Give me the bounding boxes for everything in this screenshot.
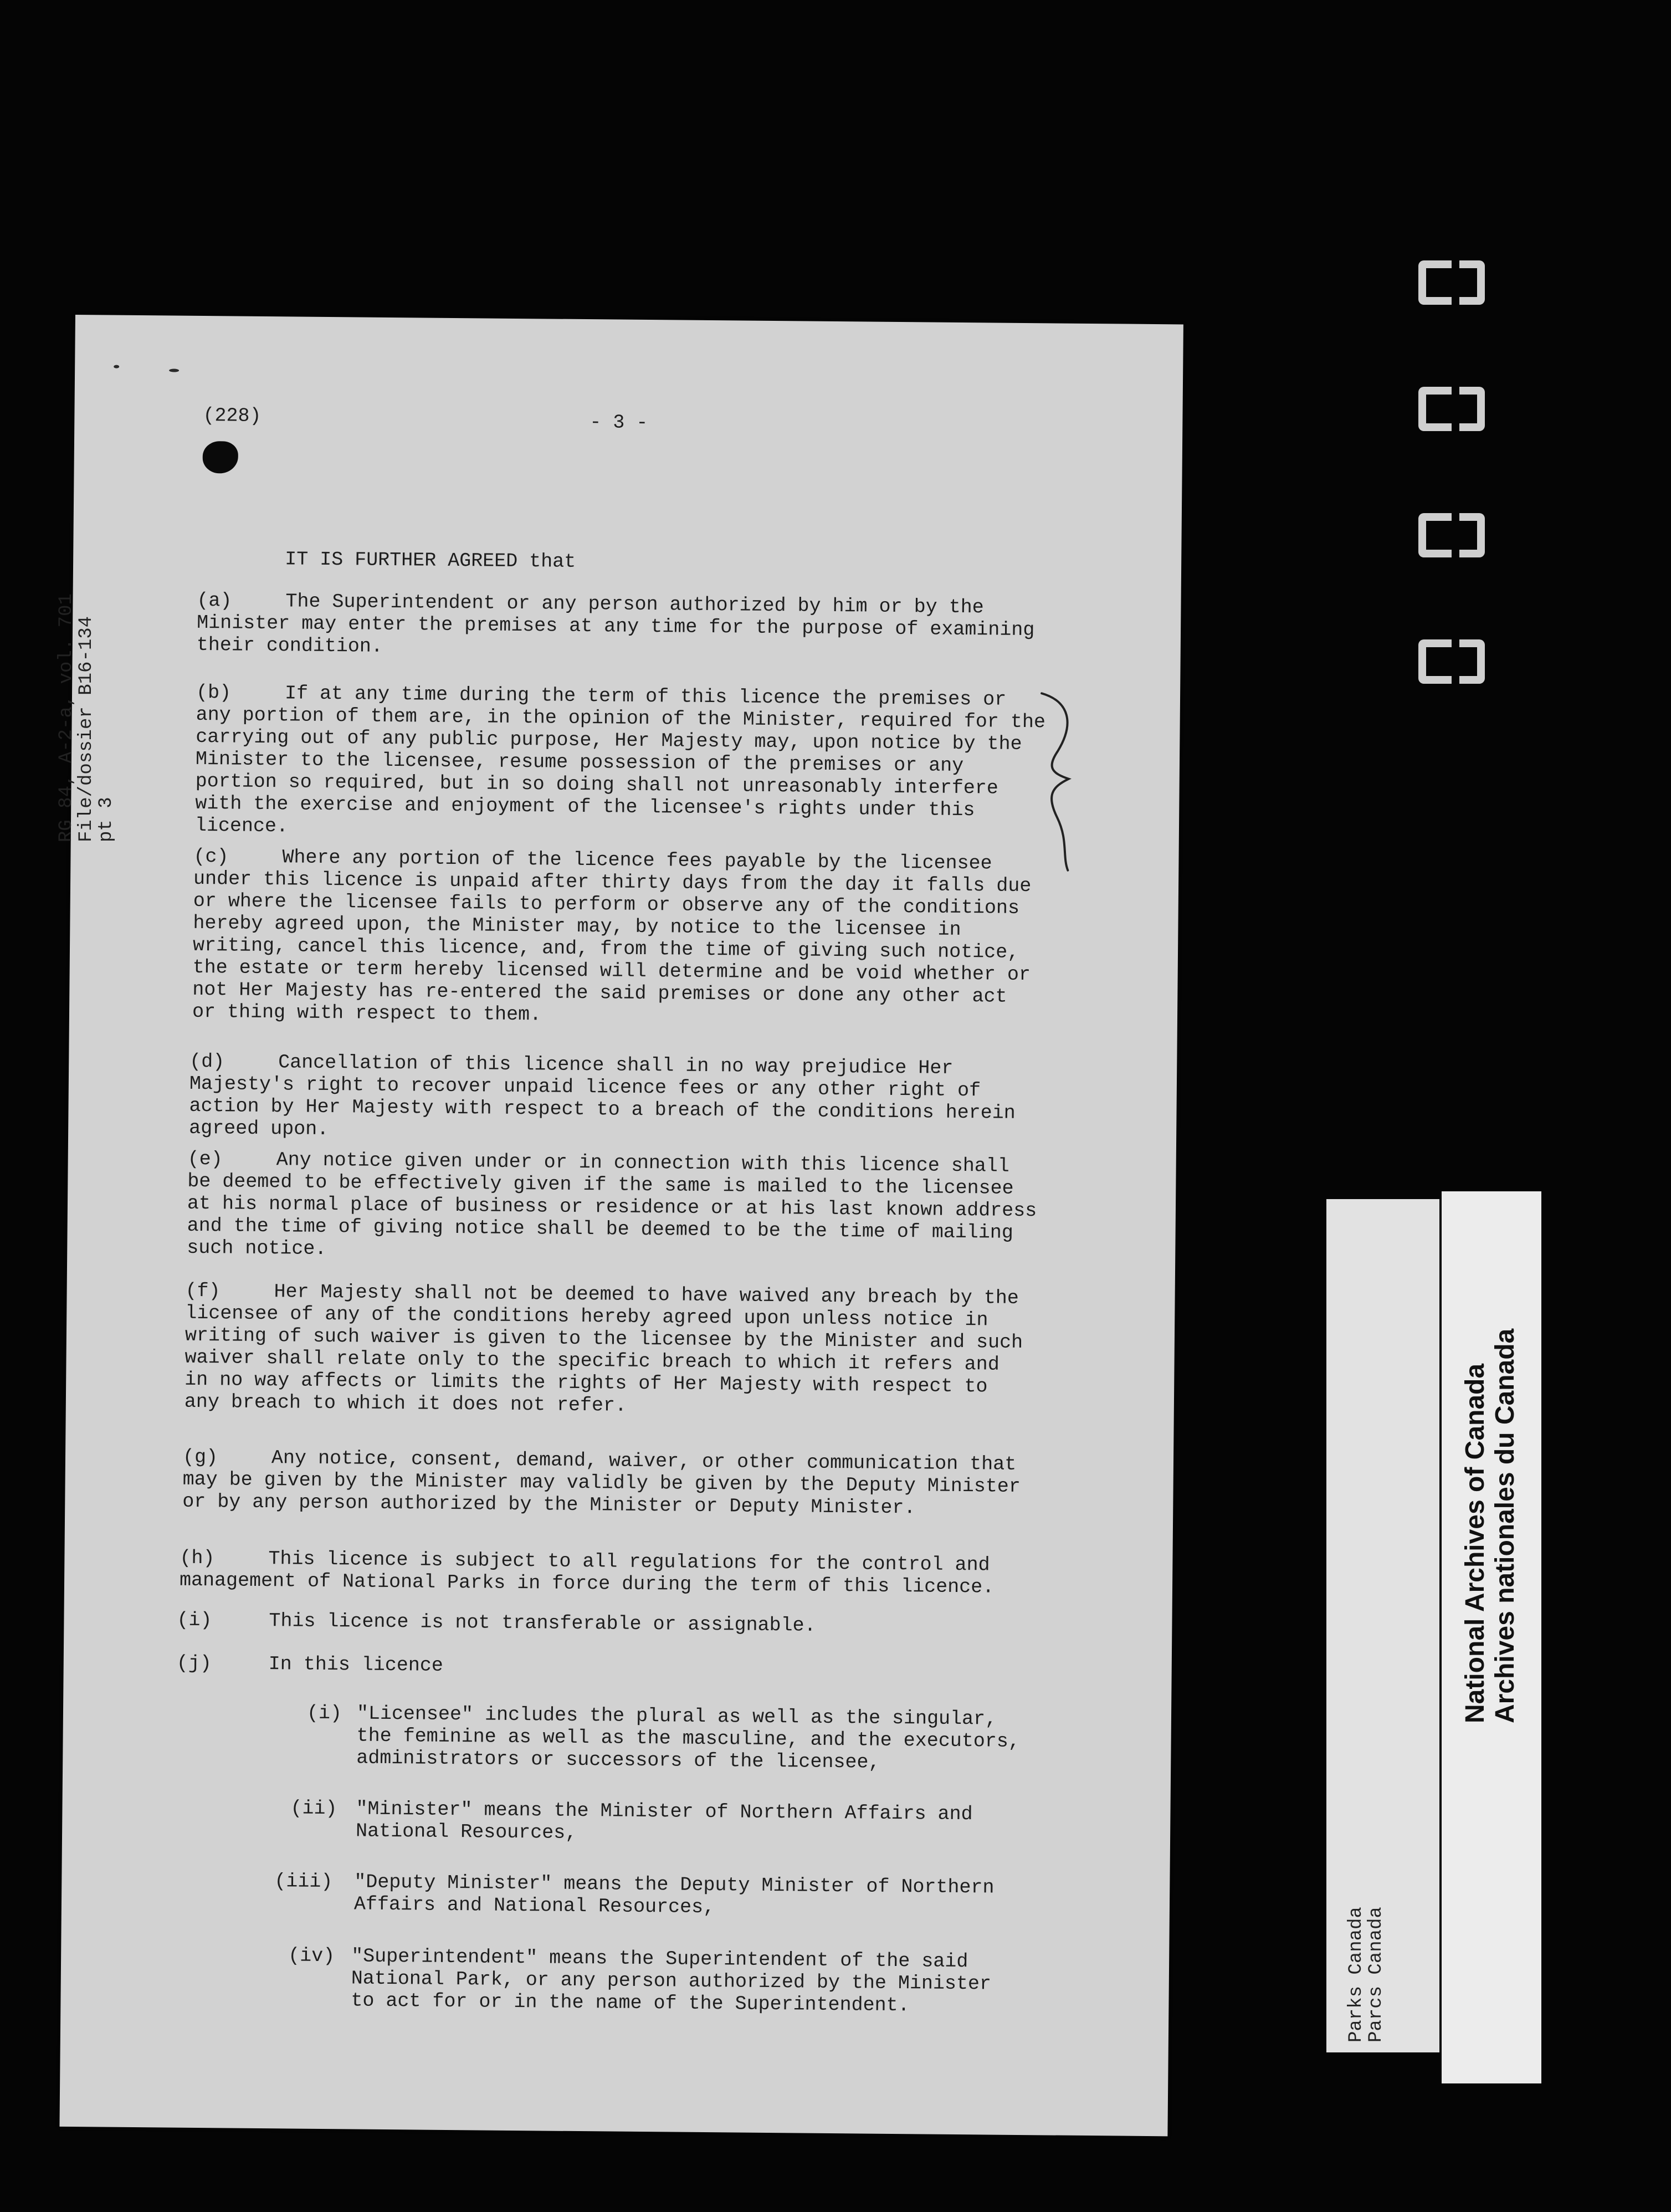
clause-text: Any notice, consent, demand, waiver, or other communication that may be given by the Minister may validly be given by the Deputy Minister or by any person authorized by the Minister or Deputy Minister. (182, 1447, 1021, 1519)
page-number: - 3 - (590, 411, 648, 434)
reference-text (57, 11, 116, 842)
definition-text: "Minister" means the Minister of Northern Affairs and National Resources, (355, 1798, 973, 1845)
agency-line: Parcs Canada (1366, 1907, 1387, 2042)
paper-speck (169, 368, 179, 372)
definition-label: (ii) (290, 1797, 337, 1820)
definition-text: "Deputy Minister" means the Deputy Minister of Northern Affairs and National Resources, (353, 1871, 995, 1919)
archives-label (1460, 1329, 1520, 1723)
frame-marker (1418, 639, 1485, 684)
frame-marker (1418, 387, 1485, 431)
clause-label: (i) (177, 1609, 212, 1632)
clause-text: Where any portion of the licence fees payable by the licensee under this licence is unpaid after thirty days from the day it falls due or where the licensee fails to perform or observe any of the conditions hereby agreed upon, the Minister may, by notice to the licensee in writing, cancel this licence, and, from the time of giving such notice, the estate or term hereby licensed will determine and be void whether or not Her Majesty has re-entered the said premises or done any other act or thing with respect to them. (192, 846, 1032, 1026)
definition-text: "Superintendent" means the Superintendent of the said National Park, or any person authorized by the Minister to act for or in the name of the Superintendent. (351, 1945, 992, 2017)
clause-text: In this licence (268, 1653, 443, 1677)
archives-line: Archives nationales du Canada (1490, 1328, 1520, 1723)
archives-line: National Archives of Canada (1460, 1363, 1490, 1723)
clause-label: (f) (185, 1279, 221, 1303)
clause-label: (h) (180, 1547, 215, 1570)
clause-text: This licence is subject to all regulations for the control and management of National Parks in force during the term of this licence. (179, 1548, 995, 1599)
document-page (59, 315, 1183, 2136)
clause-text: If at any time during the term of this licence the premises or any portion of them are, in the opinion of the Minister, required for the carrying out of any public purpose, Her Majesty may, upon notice by the Minister to the licensee, resume possession of the premises or any portion so required, but in so doing shall not unreasonably interfere with the exercise and enjoyment of the licensee's rights under this licence. (194, 682, 1046, 838)
clause-label: (a) (197, 589, 232, 612)
clause-text: Cancellation of this licence shall in no way prejudice Her Majesty's right to recover unpaid licence fees or any other right of action by Her Majesty with respect to a breach of the conditions herein agreed upon. (189, 1051, 1016, 1141)
clause-text: The Superintendent or any person authorized by him or by the Minister may enter the premises at any time for the purpose of examining their condition. (196, 590, 1035, 658)
frame-marker (1418, 260, 1485, 305)
intro-heading: IT IS FURTHER AGREED that (284, 548, 576, 573)
clause-label: (c) (193, 845, 229, 868)
ink-blot (203, 441, 239, 474)
clause-text: This licence is not transferable or assignable. (269, 1610, 816, 1637)
clause-label: (d) (189, 1050, 225, 1073)
reference-line: File/dossier B16-134 (76, 616, 97, 842)
agency-label (1346, 1907, 1386, 2042)
clause-text: Her Majesty shall not be deemed to have waived any breach by the licensee of any of the conditions hereby agreed upon unless notice in writing of such waiver is given to the licensee by the Minister and such waiver shall relate only to the specific breach to which it refers and in no way affects or limits the rights of Her Majesty with respect to any breach to which it does not refer. (184, 1281, 1023, 1417)
definition-label: (iii) (274, 1870, 333, 1893)
handwritten-bracket (1034, 690, 1086, 873)
document-number: (228) (203, 404, 262, 427)
clause-label: (e) (187, 1148, 223, 1171)
clause-label: (j) (176, 1652, 212, 1675)
frame-marker (1418, 513, 1485, 557)
reference-line: pt 3 (96, 797, 117, 842)
definition-text: "Licensee" includes the plural as well as the singular, the feminine as well as the masculine, and the executors, administrators or successors of the licensee, (356, 1702, 1020, 1774)
clause-label: (g) (182, 1446, 218, 1469)
clause-text: Any notice given under or in connection with this licence shall be deemed to be effectively given if the same is mailed to the licensee at his normal place of business or residence or at his last known address and the time of giving notice shall be deemed to be the time of mailing such notice. (187, 1149, 1037, 1261)
agency-line: Parks Canada (1346, 1907, 1367, 2042)
definition-label: (i) (306, 1702, 342, 1725)
frame-markers (1418, 260, 1485, 766)
clause-label: (b) (196, 681, 232, 704)
definition-label: (iv) (288, 1944, 335, 1968)
reference-line: RG 84, A-2-a, vol. 701 (56, 593, 77, 842)
